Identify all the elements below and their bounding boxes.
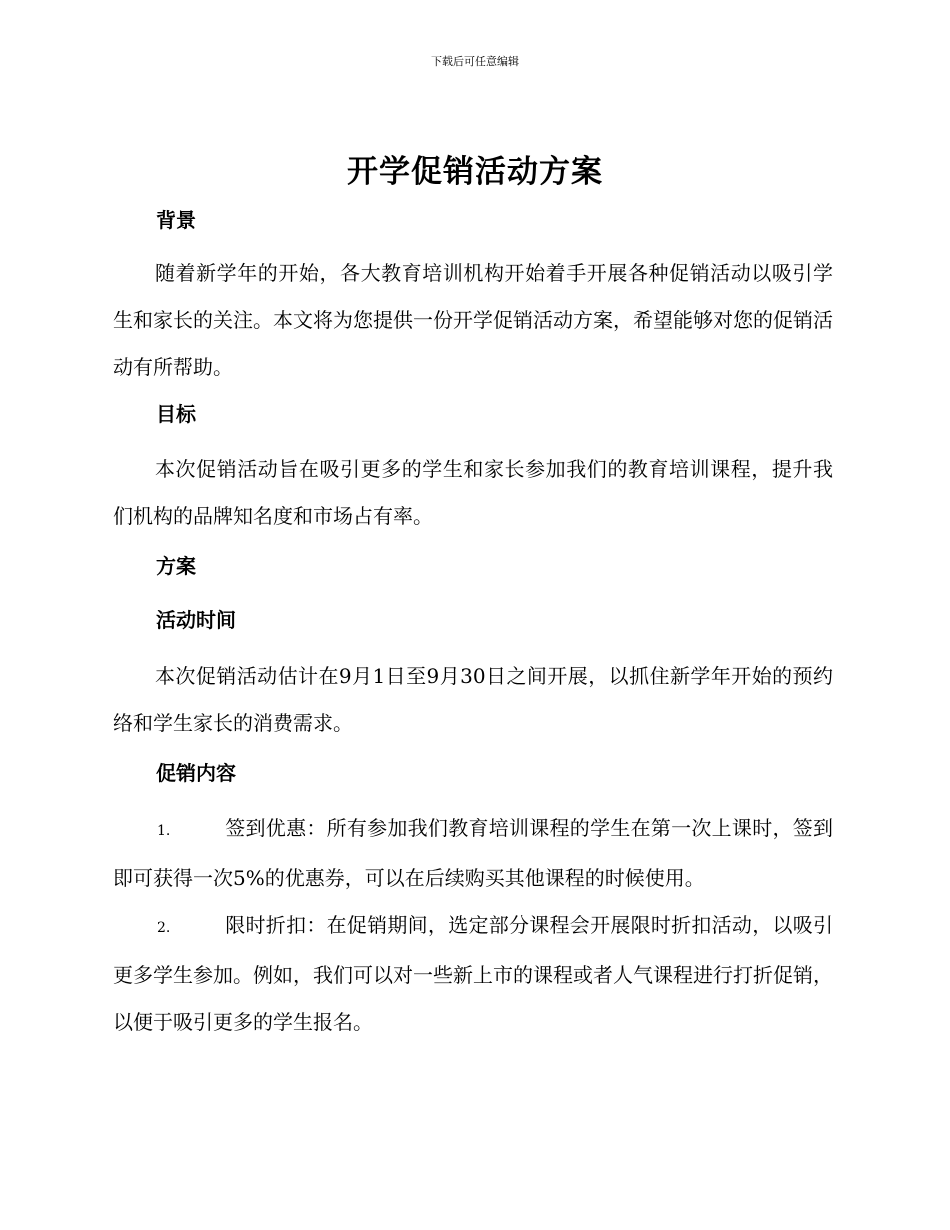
header-note: 下载后可任意编辑 [431,55,519,68]
list-text: 签到优惠：所有参加我们教育培训课程的学生在第一次上课时，签到即可获得一次5%的优惠券，可以在后续购买其他课程的时候使用。 [113,816,833,890]
paragraph-background: 随着新学年的开始，各大教育培训机构开始着手开展各种促销活动以吸引学生和家长的关注。本文将为您提供一份开学促销活动方案，希望能够对您的促销活动有所帮助。 [113,261,833,379]
paragraph-activity-time: 本次促销活动估计在9月1日至9月30日之间开展，以抓住新学年开始的预约络和学生家长的消费需求。 [113,664,833,735]
heading-plan: 方案 [156,554,196,578]
list-number: 1. [157,823,171,839]
heading-goal: 目标 [156,402,196,426]
list-number: 2. [157,920,171,936]
heading-promo-content: 促销内容 [156,761,236,785]
heading-background: 背景 [156,208,196,232]
list-text: 限时折扣：在促销期间，选定部分课程会开展限时折扣活动，以吸引更多学生参加。例如，我们可以对一些新上市的课程或者人气课程进行打折促销，以便于吸引更多的学生报名。 [113,913,833,1034]
heading-activity-time: 活动时间 [156,608,236,632]
list-item [113,805,833,902]
paragraph-goal: 本次促销活动旨在吸引更多的学生和家长参加我们的教育培训课程，提升我们机构的品牌知名度和市场占有率。 [113,457,833,528]
list-item [113,902,833,1046]
page-title: 开学促销活动方案 [347,154,603,190]
